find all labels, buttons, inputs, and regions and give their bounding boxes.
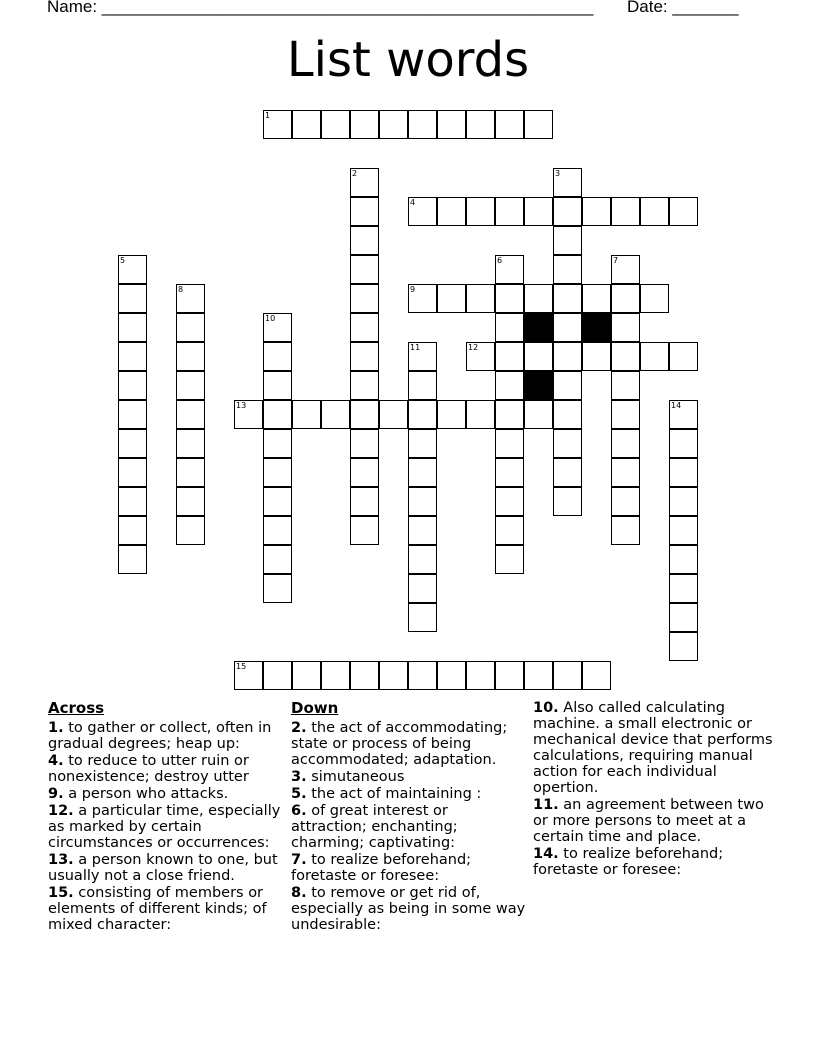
crossword-cell[interactable] xyxy=(408,574,437,603)
crossword-cell[interactable] xyxy=(611,342,640,371)
clue-item xyxy=(291,786,526,802)
clue-item xyxy=(533,700,773,796)
crossword-cell[interactable] xyxy=(118,545,147,574)
clue-number: 8. xyxy=(291,885,307,901)
clue-text: of great interest or attraction; enchanting; charming; captivating: xyxy=(291,803,458,851)
down-clues xyxy=(291,700,526,934)
crossword-cell[interactable] xyxy=(263,458,292,487)
crossword-cell[interactable] xyxy=(669,603,698,632)
clue-text: an agreement between two or more persons to meet at a certain time and place. xyxy=(533,797,764,845)
down-heading: Down xyxy=(291,699,339,717)
clue-item xyxy=(48,852,283,884)
crossword-cell[interactable] xyxy=(582,284,611,313)
crossword-cell[interactable] xyxy=(524,110,553,139)
crossword-cell[interactable] xyxy=(118,313,147,342)
crossword-cell[interactable] xyxy=(524,661,553,690)
crossword-cell[interactable] xyxy=(611,284,640,313)
crossword-cell[interactable] xyxy=(611,400,640,429)
crossword-cell[interactable] xyxy=(118,516,147,545)
crossword-cell[interactable] xyxy=(263,574,292,603)
clue-item xyxy=(48,753,283,785)
page-title: List words xyxy=(286,32,530,88)
crossword-cell[interactable] xyxy=(263,429,292,458)
crossword-cell[interactable] xyxy=(524,284,553,313)
clue-item xyxy=(291,720,526,768)
crossword-cell[interactable] xyxy=(553,168,582,197)
crossword-cell[interactable] xyxy=(350,661,379,690)
crossword-cell[interactable] xyxy=(350,168,379,197)
crossword-cell[interactable] xyxy=(640,284,669,313)
crossword-cell[interactable] xyxy=(553,661,582,690)
clue-text: simutaneous xyxy=(311,769,405,785)
clue-number: 1. xyxy=(48,720,64,736)
crossword-cell[interactable] xyxy=(263,400,292,429)
crossword-cell[interactable] xyxy=(553,255,582,284)
crossword-cell[interactable] xyxy=(640,197,669,226)
crossword-cell[interactable] xyxy=(669,458,698,487)
clue-text: consisting of members or elements of different kinds; of mixed character: xyxy=(48,885,267,933)
crossword-cell[interactable] xyxy=(524,197,553,226)
crossword-cell[interactable] xyxy=(118,371,147,400)
crossword-cell[interactable] xyxy=(466,661,495,690)
crossword-cell[interactable] xyxy=(176,429,205,458)
crossword-cell[interactable] xyxy=(176,284,205,313)
crossword-cell[interactable] xyxy=(611,516,640,545)
cell-number: 1 xyxy=(265,111,271,120)
clue-item xyxy=(533,797,773,845)
crossword-cell[interactable] xyxy=(263,110,292,139)
crossword-cell[interactable] xyxy=(495,487,524,516)
clue-item xyxy=(291,885,526,933)
crossword-cell[interactable] xyxy=(553,400,582,429)
crossword-cell[interactable] xyxy=(176,371,205,400)
crossword-cell[interactable] xyxy=(408,545,437,574)
crossword-cell[interactable] xyxy=(524,342,553,371)
cell-number: 5 xyxy=(120,256,126,265)
crossword-cell[interactable] xyxy=(495,545,524,574)
crossword-cell[interactable] xyxy=(669,516,698,545)
crossword-cell[interactable] xyxy=(611,371,640,400)
crossword-cell[interactable] xyxy=(350,255,379,284)
crossword-cell[interactable] xyxy=(669,545,698,574)
crossword-cell[interactable] xyxy=(263,487,292,516)
crossword-cell[interactable] xyxy=(234,400,263,429)
crossword-cell[interactable] xyxy=(350,400,379,429)
crossword-cell[interactable] xyxy=(408,661,437,690)
crossword-cell[interactable] xyxy=(176,458,205,487)
clue-number: 15. xyxy=(48,885,74,901)
clue-text: a particular time, especially as marked by certain circumstances or occurrences: xyxy=(48,803,281,851)
clue-item xyxy=(48,803,283,851)
crossword-cell[interactable] xyxy=(495,313,524,342)
crossword-cell[interactable] xyxy=(292,110,321,139)
crossword-cell[interactable] xyxy=(669,429,698,458)
crossword-cell[interactable] xyxy=(321,661,350,690)
crossword-cell[interactable] xyxy=(466,400,495,429)
cell-number: 4 xyxy=(410,198,416,207)
clue-text: to realize beforehand; foretaste or foresee: xyxy=(533,846,724,878)
cell-number: 2 xyxy=(352,169,358,178)
crossword-cell[interactable] xyxy=(118,458,147,487)
clue-number: 14. xyxy=(533,846,559,862)
crossword-cell[interactable] xyxy=(263,371,292,400)
crossword-cell[interactable] xyxy=(466,197,495,226)
crossword-cell[interactable] xyxy=(350,458,379,487)
crossword-cell[interactable] xyxy=(611,313,640,342)
clue-text: a person known to one, but usually not a close friend. xyxy=(48,852,278,884)
crossword-cell[interactable] xyxy=(379,110,408,139)
clue-number: 12. xyxy=(48,803,74,819)
clue-number: 7. xyxy=(291,852,307,868)
clue-text: to gather or collect, often in gradual degrees; heap up: xyxy=(48,720,272,752)
crossword-cell[interactable] xyxy=(379,661,408,690)
clue-item xyxy=(48,786,283,802)
crossword-cell[interactable] xyxy=(669,342,698,371)
crossword-cell-blocked xyxy=(524,371,553,400)
crossword-cell[interactable] xyxy=(321,110,350,139)
crossword-cell[interactable] xyxy=(292,400,321,429)
cell-number: 7 xyxy=(613,256,619,265)
crossword-cell[interactable] xyxy=(437,284,466,313)
clue-number: 2. xyxy=(291,720,307,736)
crossword-cell[interactable] xyxy=(582,342,611,371)
clue-item xyxy=(48,720,283,752)
cell-number: 6 xyxy=(497,256,503,265)
crossword-cell[interactable] xyxy=(321,400,350,429)
name-field[interactable]: Name: ____________________________________________________ xyxy=(47,0,594,16)
crossword-cell[interactable] xyxy=(495,197,524,226)
crossword-cell[interactable] xyxy=(408,400,437,429)
crossword-cell[interactable] xyxy=(582,661,611,690)
crossword-cell[interactable] xyxy=(669,574,698,603)
crossword-cell[interactable] xyxy=(669,400,698,429)
crossword-cell[interactable] xyxy=(495,516,524,545)
crossword-cell[interactable] xyxy=(553,313,582,342)
crossword-cell[interactable] xyxy=(408,284,437,313)
crossword-cell[interactable] xyxy=(495,371,524,400)
clue-item xyxy=(291,852,526,884)
crossword-cell[interactable] xyxy=(118,284,147,313)
cell-number: 8 xyxy=(178,285,184,294)
crossword-cell[interactable] xyxy=(466,110,495,139)
crossword-cell[interactable] xyxy=(669,632,698,661)
cell-number: 14 xyxy=(671,401,682,410)
crossword-cell[interactable] xyxy=(176,342,205,371)
crossword-cell[interactable] xyxy=(553,197,582,226)
cell-number: 3 xyxy=(555,169,561,178)
crossword-cell[interactable] xyxy=(408,197,437,226)
crossword-cell[interactable] xyxy=(437,110,466,139)
crossword-cell[interactable] xyxy=(495,284,524,313)
crossword-cell[interactable] xyxy=(350,226,379,255)
clue-number: 10. xyxy=(533,700,559,716)
cell-number: 10 xyxy=(265,314,276,323)
clue-item xyxy=(291,769,526,785)
crossword-cell[interactable] xyxy=(611,255,640,284)
clue-number: 11. xyxy=(533,797,559,813)
clue-text: Also called calculating machine. a small electronic or mechanical device that performs calculations, requiring manual action for each individual opertion. xyxy=(533,700,773,796)
crossword-cell[interactable] xyxy=(553,429,582,458)
crossword-cell[interactable] xyxy=(582,197,611,226)
clue-number: 3. xyxy=(291,769,307,785)
crossword-cell[interactable] xyxy=(408,429,437,458)
crossword-cell[interactable] xyxy=(669,197,698,226)
crossword-cell[interactable] xyxy=(118,487,147,516)
across-clues xyxy=(48,700,283,934)
cell-number: 13 xyxy=(236,401,247,410)
clue-number: 5. xyxy=(291,786,307,802)
crossword-cell[interactable] xyxy=(350,342,379,371)
clue-number: 6. xyxy=(291,803,307,819)
crossword-cell[interactable] xyxy=(408,487,437,516)
crossword-cell[interactable] xyxy=(408,516,437,545)
clue-number: 4. xyxy=(48,753,64,769)
crossword-cell[interactable] xyxy=(640,342,669,371)
cell-number: 15 xyxy=(236,662,247,671)
crossword-cell[interactable] xyxy=(263,313,292,342)
crossword-cell[interactable] xyxy=(379,400,408,429)
crossword-cell[interactable] xyxy=(553,371,582,400)
crossword-cell[interactable] xyxy=(263,516,292,545)
crossword-cell[interactable] xyxy=(553,284,582,313)
crossword-cell[interactable] xyxy=(466,342,495,371)
crossword-cell[interactable] xyxy=(495,255,524,284)
crossword-cell[interactable] xyxy=(524,400,553,429)
crossword-cell[interactable] xyxy=(118,342,147,371)
clue-item xyxy=(291,803,526,851)
crossword-cell-blocked xyxy=(524,313,553,342)
clue-text: to remove or get rid of, especially as being in some way undesirable: xyxy=(291,885,526,933)
crossword-cell[interactable] xyxy=(263,342,292,371)
crossword-cell[interactable] xyxy=(611,197,640,226)
crossword-cell[interactable] xyxy=(611,487,640,516)
crossword-cell[interactable] xyxy=(234,661,263,690)
crossword-cell[interactable] xyxy=(553,487,582,516)
crossword-cell-blocked xyxy=(582,313,611,342)
crossword-cell[interactable] xyxy=(350,429,379,458)
cell-number: 12 xyxy=(468,343,479,352)
crossword-cell[interactable] xyxy=(350,110,379,139)
crossword-cell[interactable] xyxy=(437,400,466,429)
crossword-cell[interactable] xyxy=(350,284,379,313)
crossword-cell[interactable] xyxy=(350,516,379,545)
crossword-cell[interactable] xyxy=(292,661,321,690)
crossword-cell[interactable] xyxy=(437,197,466,226)
clue-text: a person who attacks. xyxy=(68,786,229,802)
crossword-cell[interactable] xyxy=(495,400,524,429)
crossword-cell[interactable] xyxy=(495,661,524,690)
crossword-cell[interactable] xyxy=(176,487,205,516)
cell-number: 11 xyxy=(410,343,421,352)
clue-item xyxy=(533,846,773,878)
crossword-cell[interactable] xyxy=(495,342,524,371)
crossword-cell[interactable] xyxy=(495,110,524,139)
clue-text: the act of maintaining : xyxy=(311,786,482,802)
crossword-cell[interactable] xyxy=(350,371,379,400)
cell-number: 9 xyxy=(410,285,416,294)
clue-text: to realize beforehand; foretaste or foresee: xyxy=(291,852,472,884)
clue-text: to reduce to utter ruin or nonexistence; destroy utter xyxy=(48,753,249,785)
crossword-cell[interactable] xyxy=(553,458,582,487)
date-field[interactable]: Date: _______ xyxy=(627,0,739,16)
crossword-cell[interactable] xyxy=(408,342,437,371)
crossword-cell[interactable] xyxy=(466,284,495,313)
clue-number: 9. xyxy=(48,786,64,802)
crossword-cell[interactable] xyxy=(611,458,640,487)
crossword-cell[interactable] xyxy=(350,197,379,226)
across-heading: Across xyxy=(48,699,105,717)
clue-number: 13. xyxy=(48,852,74,868)
crossword-cell[interactable] xyxy=(176,400,205,429)
crossword-cell[interactable] xyxy=(118,429,147,458)
crossword-cell[interactable] xyxy=(350,487,379,516)
crossword-cell[interactable] xyxy=(669,487,698,516)
crossword-cell[interactable] xyxy=(176,516,205,545)
crossword-cell[interactable] xyxy=(495,429,524,458)
crossword-cell[interactable] xyxy=(118,400,147,429)
crossword-cell[interactable] xyxy=(263,661,292,690)
crossword-cell[interactable] xyxy=(118,255,147,284)
crossword-cell[interactable] xyxy=(553,342,582,371)
clue-item xyxy=(48,885,283,933)
crossword-cell[interactable] xyxy=(176,313,205,342)
crossword-cell[interactable] xyxy=(408,110,437,139)
down-clues-continued xyxy=(533,700,773,879)
crossword-cell[interactable] xyxy=(408,603,437,632)
crossword-cell[interactable] xyxy=(553,226,582,255)
crossword-cell[interactable] xyxy=(408,371,437,400)
crossword-cell[interactable] xyxy=(495,458,524,487)
crossword-cell[interactable] xyxy=(611,429,640,458)
crossword-cell[interactable] xyxy=(263,545,292,574)
crossword-cell[interactable] xyxy=(408,458,437,487)
crossword-cell[interactable] xyxy=(350,313,379,342)
clue-text: the act of accommodating; state or process of being accommodated; adaptation. xyxy=(291,720,508,768)
crossword-cell[interactable] xyxy=(437,661,466,690)
